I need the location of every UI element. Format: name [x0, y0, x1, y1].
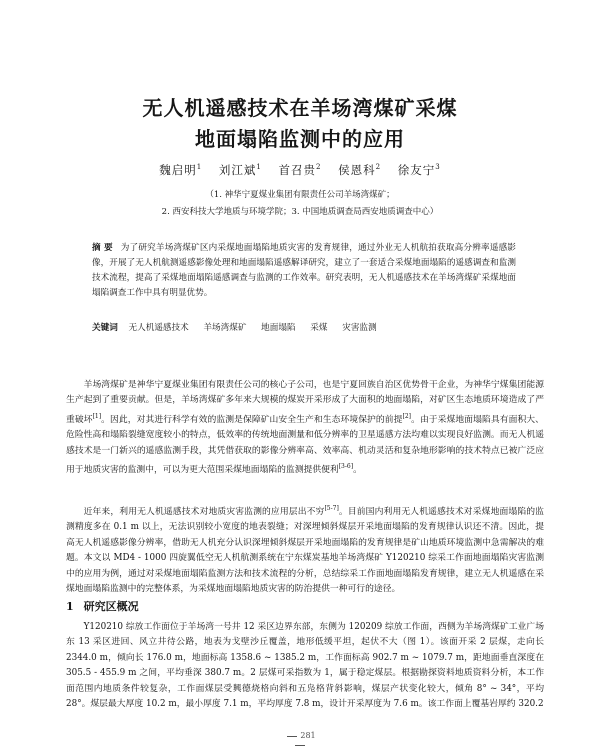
- author-list: [60, 162, 540, 178]
- author: 侯恩科$^2$: [338, 163, 382, 177]
- author: 魏启明$^1$: [159, 163, 203, 177]
- keyword: 羊场湾煤矿: [203, 323, 247, 333]
- section-heading: 1 研究区概况: [66, 600, 139, 613]
- author: 徐友宁$^3$: [397, 163, 441, 177]
- keywords-label: 关键词: [92, 323, 118, 333]
- affiliation-line-2: 2. 西安科技大学地质与环境学院；3. 中国地质调查局西安地质调查中心）: [161, 207, 439, 217]
- keyword: 灾害监测: [342, 323, 377, 333]
- keyword: 无人机遥感技术: [128, 323, 189, 333]
- keyword: 地面塌陷: [261, 323, 296, 333]
- abstract-text: 为了研究羊场湾煤矿区内采煤地面塌陷地质灾害的发育规律，通过外业无人机航拍获取高分辨率遥感影像，开展了无人机航测遥感影像处理和地面塌陷遥感解译研究，建立了一套适合采煤地面塌陷的遥感调查和监测技术流程，提高了采煤地面塌陷遥感调查与监测的工作效率。研究表明，无人机遥感技术在羊场湾煤矿采煤地面塌陷调查工作中具有明显优势。: [92, 243, 516, 298]
- author: 刘江斌$^1$: [218, 163, 262, 177]
- author: 首召贵$^2$: [278, 163, 322, 177]
- abstract-label: 摘 要: [92, 243, 113, 253]
- affiliation-line-1: （1. 神华宁夏煤业集团有限责任公司羊场湾煤矿；: [205, 190, 395, 200]
- keyword: 采煤: [310, 323, 328, 333]
- page-number: 281: [280, 731, 320, 749]
- intro-paragraph-2: 近年来，利用无人机遥感技术对地质灾害监测的应用层出不穷[5-7]。目前国内利用无人机遥感技术对采煤地面塌陷的监测精度多在 0.1 m 以上，无法识别较小宽度的地表裂缝；对深埋倾斜煤层开采地面塌陷的发育规律认识还不清。因此，提高无人机遥感影像分辨率，借助无人机充分认识深埋倾斜煤层开采地面塌陷的发育规律是矿山地质环境监测中急需解决的难题。本文以 MD4 - 1000 四旋翼低空无人机航测系统在宁东煤炭基地羊场湾煤矿 Y120210 综采工作面地面塌陷灾害监测中的应用为例，通过对采煤地面塌陷监测方法和技术流程的分析，总结综采工作面地面塌陷发育规律，建立无人机遥感在采煤地面塌陷监测中的完整体系，为采煤地面塌陷地质灾害的防治提供一种可行的途径。: [66, 505, 544, 594]
- study-area-paragraph: Y120210 综放工作面位于羊场湾一号井 12 采区边界东部，东侧为 120209 综放工作面，西侧为羊场湾煤矿工业广场东 13 采区进回、风立井待公路，地表为戈壁沙丘覆盖，地形低缓平坦，起伏不大（图 1）。该面开采 2 层煤，走向长 2344.0 m，倾向长 176.0 m，地面标高 1358.6 ~ 1385.2 m，工作面标高 902.7 m ~ 1079.7 m，距地面垂直深度在 305.5 - 455.9 m 之间，平均垂深 380.7 m。2 层煤可采指数为 1，属于稳定煤层。根据勘探资料地质资料分析，本工作面范围内地质条件较复杂，工作面煤层受興德烧格向斜和五凫格背斜影响，煤层产状变化较大，倾角 8° ~ 34°，平均 28°。煤层最大厚度 10.2 m，最小厚度 7.1 m，平均厚度 7.8 m，设计开采厚度为 7.6 m。该工作面上覆基岩厚约 320.2: [66, 622, 544, 710]
- intro-paragraph-1: 羊场湾煤矿是神华宁夏煤业集团有限责任公司的核心子公司，也是宁夏回族自治区优势骨干企业，为神华宁煤集团能源生产起到了重要贡献。但是，羊场湾煤矿多年来大规模的煤炭开采形成了大面积的地面塌陷，对矿区生态地质环境造成了严重破坏[1]。因此，对其进行科学有效的监测是保障矿山安全生产和生态环境保护的前提[2]。由于采煤地面塌陷具有面积大、危险性高和塌陷裂缝宽度较小的特点，低效率的传统地面测量和低分辨率的卫星遥感方法均难以实现良好监测。而无人机遥感技术是一门新兴的遥感监测手段，其凭借获取的影像分辨率高、效率高、机动灵活和复杂地形影响的技术特点已被广泛应用于地质灾害的监测中，可以为更大范围采煤地面塌陷的监测提供便利[3-6]。: [66, 380, 544, 475]
- paper-title-line-1: 无人机遥感技术在羊场湾煤矿采煤: [142, 96, 458, 120]
- paper-title-line-2: 地面塌陷监测中的应用: [195, 127, 405, 151]
- keywords: [92, 321, 516, 333]
- abstract: [92, 241, 516, 301]
